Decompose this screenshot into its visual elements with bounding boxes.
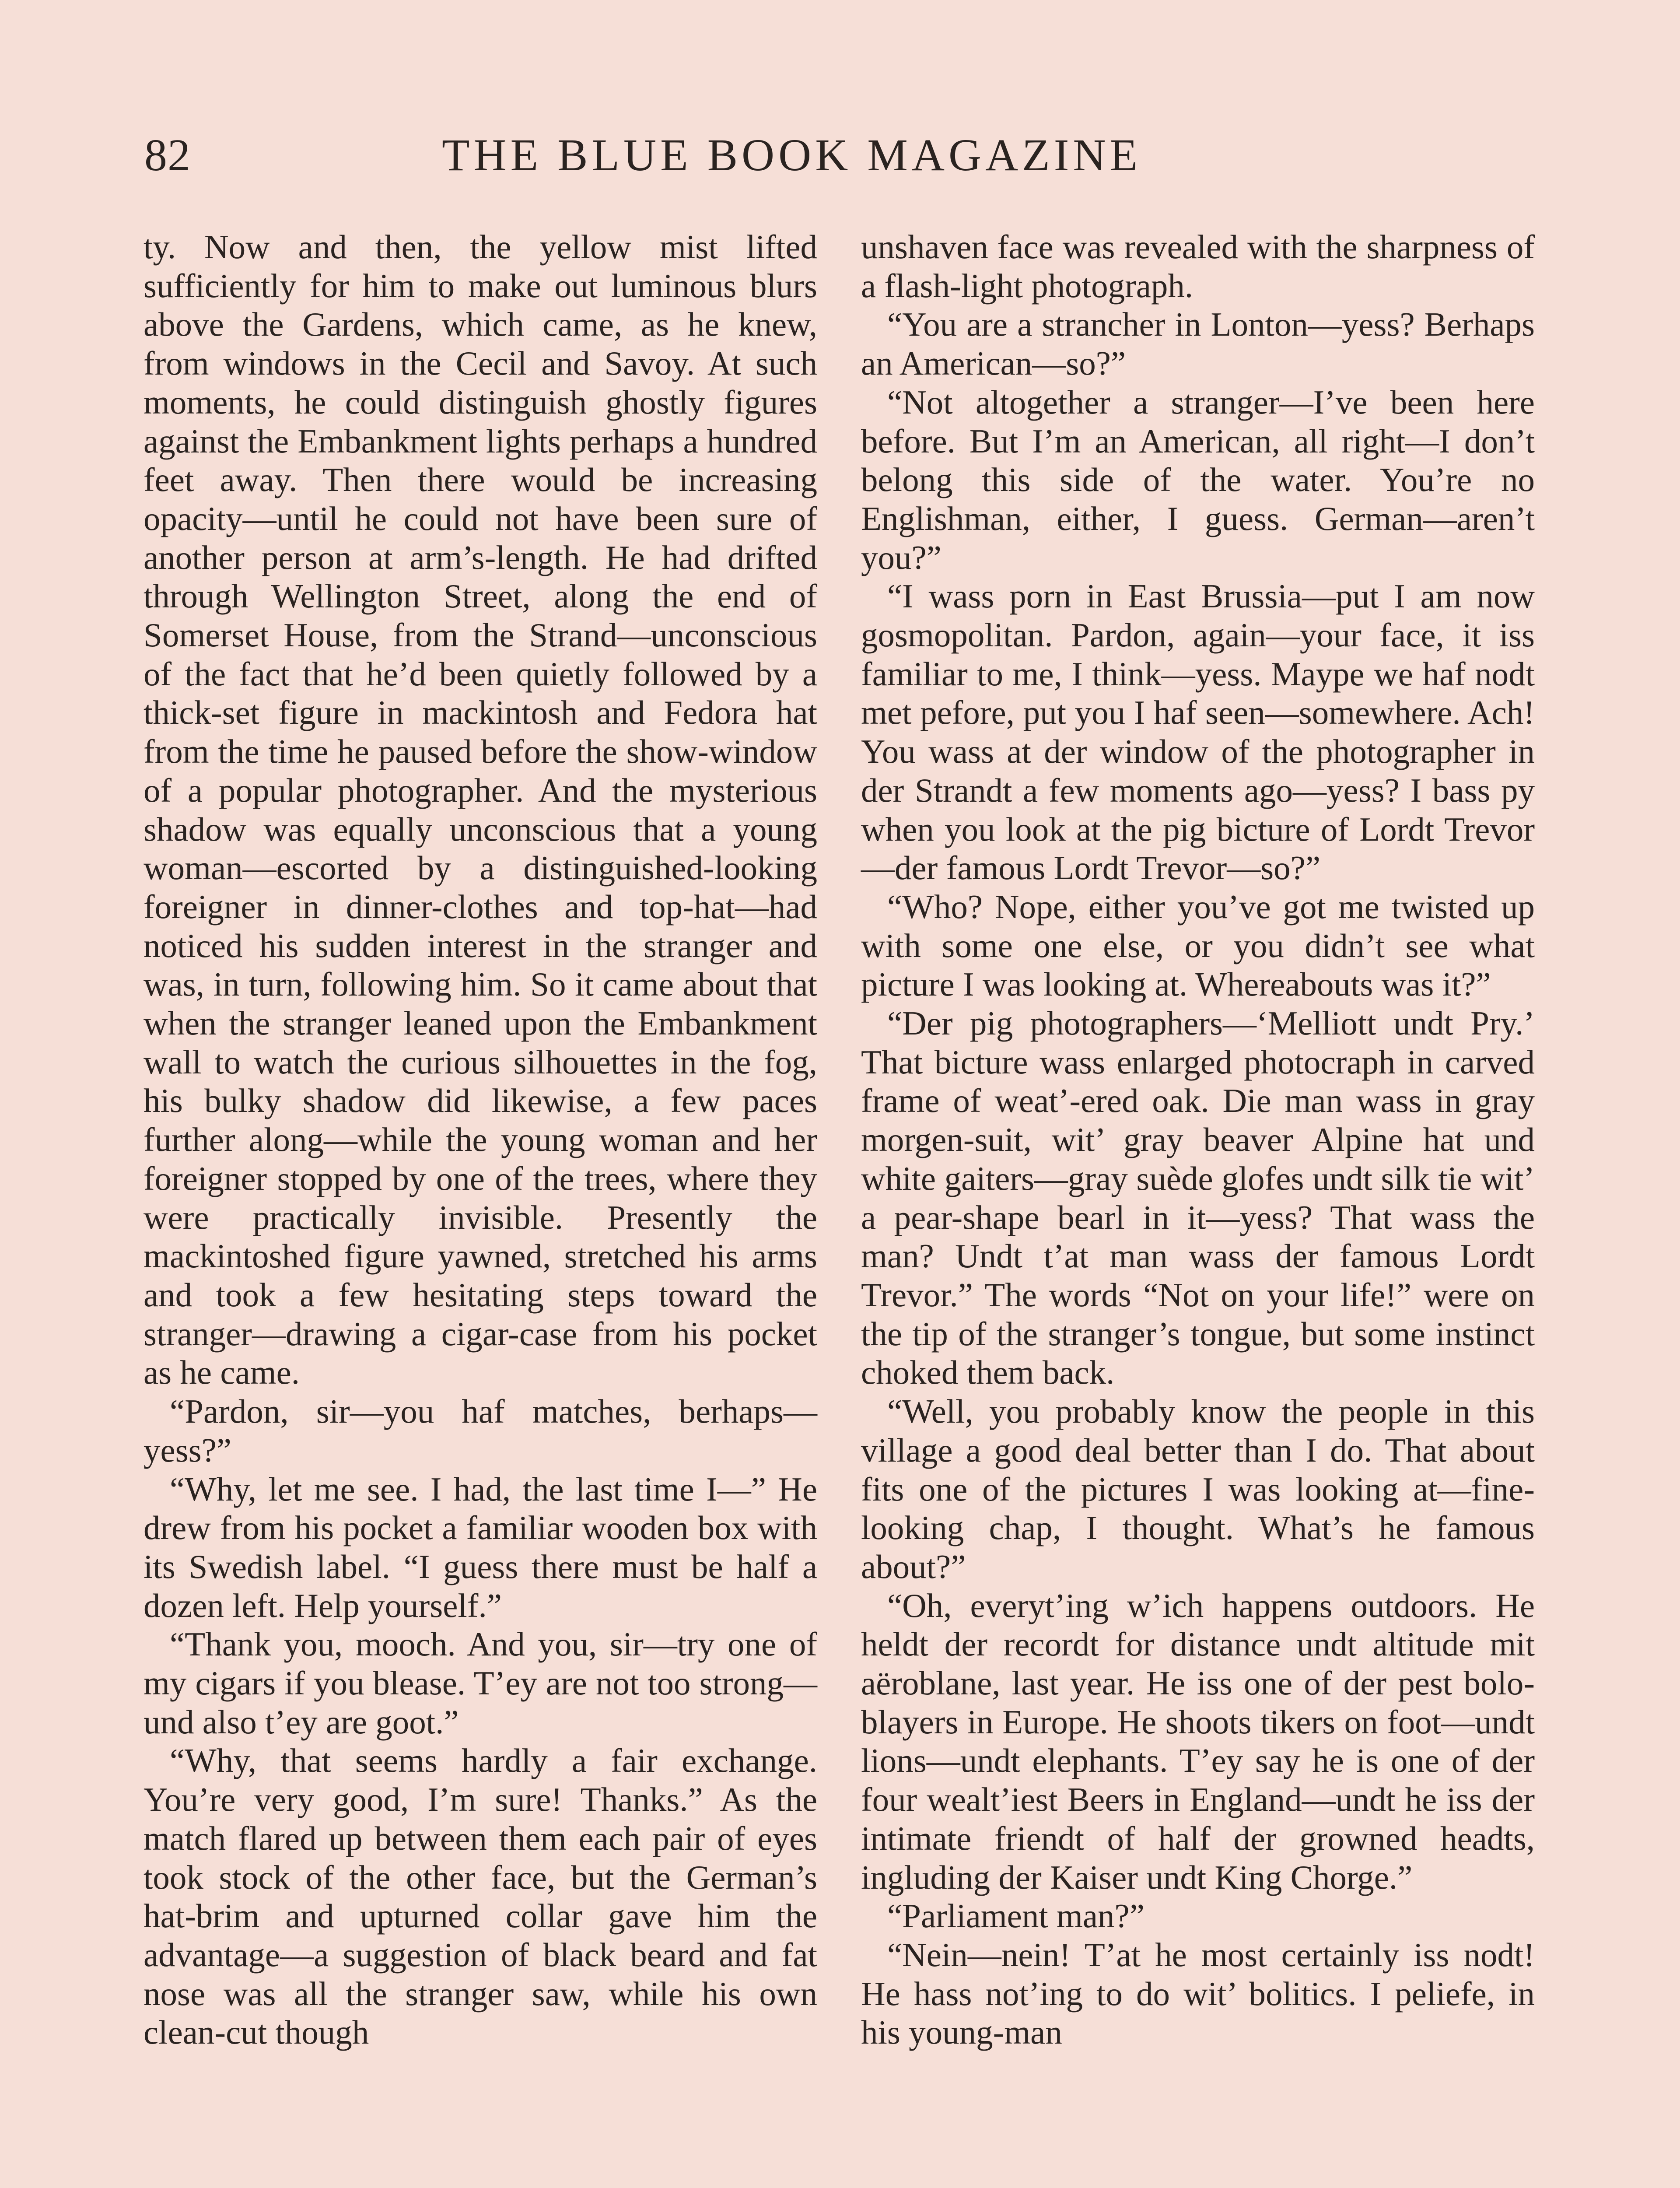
running-head: THE BLUE BOOK MAGAZINE: [442, 130, 1141, 180]
paragraph: “Parliament man?”: [887, 1897, 1144, 1935]
paragraph: “Pardon, sir—you haf matches, berhaps—yess?”: [144, 1392, 817, 1469]
paragraph: “Oh, everyt’ing w’ich happens outdoors. He heldt der recordt for distance undt altitude mit aëroblane, last year. He iss one of der pest bolo-blayers in Europe. He shoots tikers on foot—undt lions—undt elephants. T’ey say he is one of der four wealt’iest Beers in England—undt he iss der intimate friendt of half der growned headts, ingluding der Kaiser undt King Chorge.”: [861, 1586, 1535, 1896]
page-header: [144, 127, 1544, 197]
right-column: [861, 228, 1535, 2052]
paragraph: “Nein—nein! T’at he most certainly iss nodt! He hass not’ing to do wit’ bolitics. I peliefe, in his young-man: [861, 1936, 1535, 2051]
paragraph: “Why, let me see. I had, the last time I—” He drew from his pocket a familiar wooden box with its Swedish label. “I guess there must be half a dozen left. Help yourself.”: [144, 1470, 817, 1624]
paragraph: ty. Now and then, the yellow mist lifted sufficiently for him to make out luminous blurs above the Gardens, which came, as he knew, from windows in the Cecil and Savoy. At such moments, he could distinguish ghostly figures against the Embankment lights perhaps a hundred feet away. Then there would be increasing opacity—until he could not have been sure of another person at arm’s-length. He had drifted through Wellington Street, along the end of Somerset House, from the Strand—unconscious of the fact that he’d been quietly followed by a thick-set figure in mackintosh and Fedora hat from the time he paused before the show-window of a popular photographer. And the mysterious shadow was equally unconscious that a young woman—escorted by a distinguished-looking foreigner in dinner-clothes and top-hat—had noticed his sudden interest in the stranger and was, in turn, following him. So it came about that when the stranger leaned upon the Embankment wall to watch the curious silhouettes in the fog, his bulky shadow did likewise, a few paces further along—while the young woman and her foreigner stopped by one of the trees, where they were practically invisible. Presently the mackintoshed figure yawned, stretched his arms and took a few hesitating steps toward the stranger—drawing a cigar-case from his pocket as he came.: [144, 228, 817, 1392]
paragraph: “Der pig photographers—‘Melliott undt Pry.’ That bicture wass enlarged photocraph in carved frame of weat’-ered oak. Die man wass in gray morgen-suit, wit’ gray beaver Alpine hat und white gaiters—gray suède glofes undt silk tie wit’ a pear-shape bearl in it—yess? That wass the man? Undt t’at man wass der famous Lordt Trevor.” The words “Not on your life!” were on the tip of the stranger’s tongue, but some instinct choked them back.: [861, 1004, 1535, 1392]
paragraph: unshaven face was revealed with the sharpness of a flash-light photograph.: [861, 228, 1535, 305]
paragraph: “Who? Nope, either you’ve got me twisted up with some one else, or you didn’t see what picture I was looking at. Whereabouts was it?”: [861, 887, 1535, 1003]
paragraph: “Why, that seems hardly a fair exchange. You’re very good, I’m sure! Thanks.” As the match flared up between them each pair of eyes took stock of the other face, but the German’s hat-brim and upturned collar gave him the advantage—a suggestion of black beard and fat nose was all the stranger saw, while his own clean-cut though: [144, 1742, 817, 2051]
left-column: [144, 228, 817, 2052]
page-number: 82: [144, 130, 191, 180]
paragraph: “I wass porn in East Brussia—put I am now gosmopolitan. Pardon, again—your face, it iss familiar to me, I think—yess. Maype we haf nodt met pefore, put you I haf seen—somewhere. Ach! You wass at der window of the photographer in der Strandt a few moments ago—yess? I bass py when you look at the pig bicture of Lordt Trevor—der famous Lordt Trevor—so?”: [861, 577, 1535, 887]
paragraph: “Thank you, mooch. And you, sir—try one of my cigars if you blease. T’ey are not too strong—und also t’ey are goot.”: [144, 1625, 817, 1741]
paragraph: “Well, you probably know the people in this village a good deal better than I do. That about fits one of the pictures I was looking at—fine-looking chap, I thought. What’s he famous about?”: [861, 1392, 1535, 1585]
paragraph: “Not altogether a stranger—I’ve been here before. But I’m an American, all right—I don’t belong this side of the water. You’re no Englishman, either, I guess. German—aren’t you?”: [861, 383, 1535, 576]
paragraph: “You are a strancher in Lonton—yess? Berhaps an American—so?”: [861, 305, 1535, 382]
